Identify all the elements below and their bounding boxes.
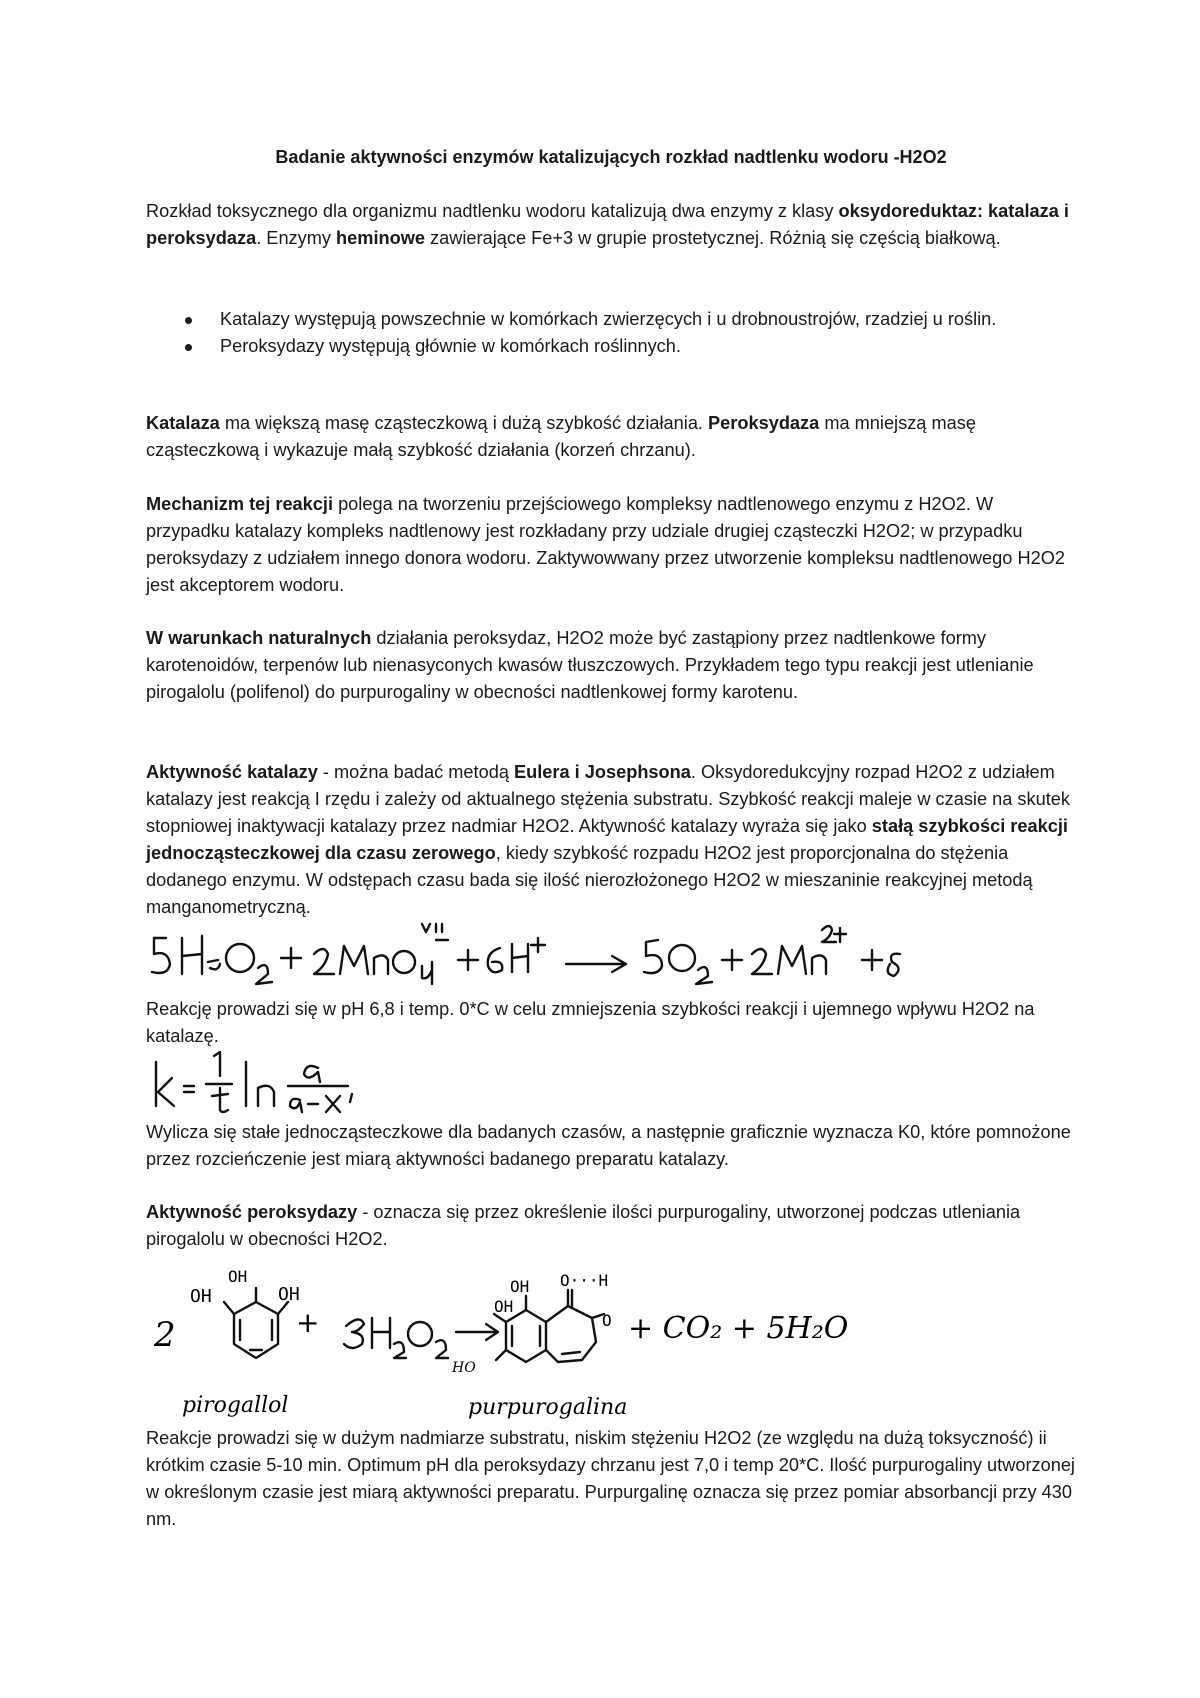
list-item [146,333,1076,360]
rate-formula-image [150,1048,390,1120]
comparison-text-2: ma mniejszą masę cząsteczkową i wykazuje małą szybkość działania (korzeń chrzanu). [146,413,976,460]
natural-conditions-paragraph [146,625,1076,706]
natural-bold: W warunkach naturalnych [146,628,372,648]
peroxidase-text: - oznacza się przez określenie ilości purpurogaliny, utworzonej podczas utleniania pirogalolu w obecności H2O2. [146,1202,1021,1249]
plus-label: + [296,1306,320,1339]
comparison-text-1: ma większą masę cząsteczkową i dużą szybkość działania. [219,413,709,433]
bullet-icon [185,344,192,351]
intro-text-2: . Enzymy [256,228,337,248]
coefficient-label: 2 [154,1315,176,1355]
intro-bold-2: heminowe [336,228,425,248]
pyrogallol-label: pirogallol [182,1393,289,1418]
bullet-icon [185,317,192,324]
natural-text: działania peroksydaz, H2O2 może być zastąpiony przez nadtlenkowe formy karotenoidów, terpenów lub nienasyconych kwasów tłuszczowych. Przykładem tego typu reakcji jest utlenianie pirogalolu (polifenol) do purpurogaliny w obecności nadtlenkowej formy karotenu. [146,628,1034,702]
ho-label: HO [452,1360,476,1376]
intro-text-3: zawierające Fe+3 w grupie prostetycznej. Różnią się częścią białkową. [424,228,1001,248]
document-title: Badanie aktywności enzymów katalizujących rozkład nadtlenku wodoru -H2O2 [275,147,947,167]
final-paragraph: Reakcje prowadzi się w dużym nadmiarze substratu, niskim stężeniu H2O2 (ze względu na dużą toksyczność) ii krótkim czasie 5-10 min. Optimum pH dla peroksydazy chrzanu jest 7,0 i temp 20*C. Ilość purpurogaliny utworzonej w określonym czasie jest miarą aktywności preparatu. Purpurgalinę oznacza się przez pomiar absorbancji przy 430 nm. [146,1428,1075,1529]
mechanism-text: polega na tworzeniu przejściowego kompleksy nadtlenowego enzymu z H2O2. W przypadku katalazy kompleks nadtlenowy jest rozkładany przy udziale drugiej cząsteczki H2O2; w przypadku peroksydazy z udziałem innego donora wodoru. Zaktywowwany przez utworzenie kompleksu nadtlenowego H2O2 jest akceptorem wodoru. [146,494,1065,595]
intro-bold-1: oksydoreduktaz: katalaza i peroksydaza [146,201,1069,248]
list-item-text: Peroksydazy występują głównie w komórkach roślinnych. [220,336,681,356]
comparison-paragraph [146,410,1076,464]
list-item-text: Katalazy występują powszechnie w komórkach zwierzęcych i u drobnoustrojów, rzadziej u roślin. [220,309,997,329]
catalase-activity-paragraph [146,759,1076,921]
permanganate-equation-image [146,918,906,988]
catalase-text-1: - można badać metodą [317,762,514,782]
catalase-text-2: . Oksydoredukcyjny rozpad H2O2 z udziałem katalazy jest reakcją I rzędu i zależy od aktualnego stężenia substratu. Szybkość reakcji maleje w czasie na skutek stopniowej inaktywacji katalazy przez nadmiar H2O2. Aktywność katalazy wyraża się jako [146,762,1070,836]
catalase-bold-2: Eulera i Josephsona [514,762,691,782]
oh-label: OH [228,1267,248,1286]
purpurogallin-label: purpurogalina [468,1395,628,1420]
o-label: O [602,1311,612,1330]
comparison-bold-2: Peroksydaza [708,413,820,433]
list-item [146,306,1076,333]
reaction-conditions-paragraph: Reakcję prowadzi się w pH 6,8 i temp. 0*C w celu zmniejszenia szybkości reakcji i ujemnego wpływu H2O2 na katalazę. [146,999,1035,1046]
peroxidase-bold: Aktywność peroksydazy [146,1202,358,1222]
products-label: + CO₂ + 5H₂O [628,1311,849,1346]
intro-text-1: Rozkład toksycznego dla organizmu nadtlenku wodoru katalizują dwa enzymy z klasy [146,201,839,221]
oh-label: OH [510,1277,530,1296]
mechanism-paragraph [146,491,1076,599]
catalase-text-3: , kiedy szybkość rozpadu H2O2 jest proporcjonalna do stężenia dodanego enzymu. W odstępach czasu bada się ilość nierozłożonego H2O2 w mieszaninie reakcyjnej metodą manganometryczną. [146,843,1033,917]
enzyme-occurrence-list [146,306,1076,360]
rate-constants-paragraph: Wylicza się stałe jednocząsteczkowe dla badanych czasów, a następnie graficznie wyznacza K0, które pomnożone przez rozcieńczenie jest miarą aktywności badanego preparatu katalazy. [146,1122,1071,1169]
catalase-bold-1: Aktywność katalazy [146,762,318,782]
oh-label: OH [494,1297,514,1316]
catalase-bold-3: stałą szybkości reakcji jednocząsteczkowej dla czasu zerowego [146,816,1068,863]
oh-label: OH [190,1286,212,1307]
comparison-bold-1: Katalaza [146,413,220,433]
mechanism-bold: Mechanizm tej reakcji [146,494,334,514]
intro-paragraph [146,198,1076,252]
o-h-label: O···H [560,1271,609,1290]
oh-label: OH [278,1284,300,1305]
pyrogallol-reaction-image [146,1262,849,1422]
peroxidase-activity-paragraph [146,1199,1076,1253]
